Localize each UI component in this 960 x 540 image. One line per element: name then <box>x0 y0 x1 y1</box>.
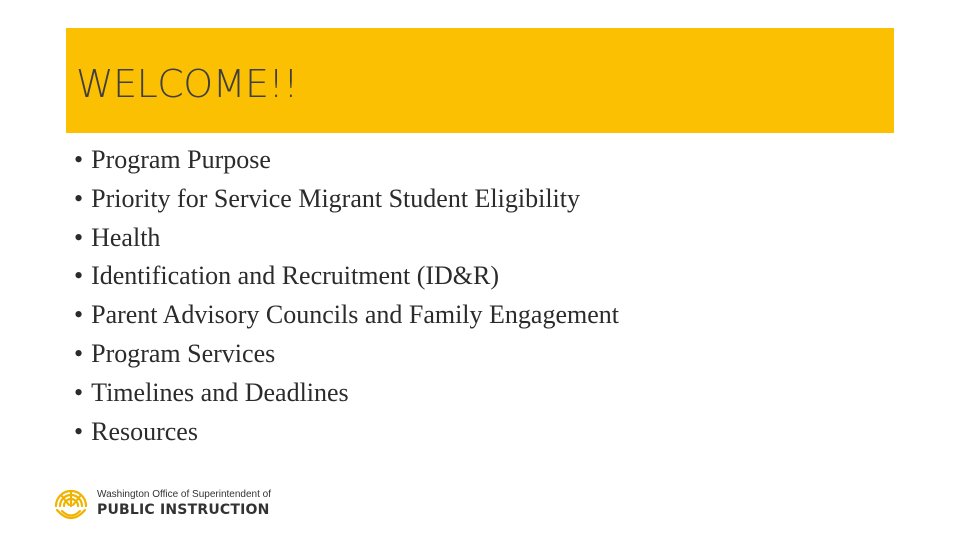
list-item <box>74 374 619 413</box>
list-item <box>74 296 619 335</box>
bullet-glyph: • <box>74 222 84 252</box>
title-band <box>66 28 894 133</box>
bullet-glyph: • <box>74 183 84 213</box>
list-item-text: Program Purpose <box>91 145 271 174</box>
bullet-glyph: • <box>74 416 84 446</box>
list-item-text: Parent Advisory Councils and Family Engagement <box>91 300 619 330</box>
list-item-text: Timelines and Deadlines <box>91 377 349 407</box>
logo-agency-line: Washington Office of Superintendent of <box>97 489 271 500</box>
bullet-glyph: • <box>74 338 84 368</box>
slide-title: WELCOME!! <box>76 62 298 106</box>
bullet-glyph: • <box>74 300 84 330</box>
agenda-list <box>74 141 619 451</box>
bullet-glyph: • <box>74 261 84 291</box>
bullet-glyph: • <box>74 145 84 174</box>
list-item-text: Resources <box>91 416 198 446</box>
list-item-text: Priority for Service Migrant Student Eligibility <box>91 183 580 213</box>
list-item <box>74 141 619 180</box>
list-item-text: Health <box>91 222 161 252</box>
ospi-logo <box>52 484 282 528</box>
ospi-fan-icon <box>52 486 90 524</box>
list-item-text: Identification and Recruitment (ID&R) <box>91 261 500 291</box>
logo-agency-name: PUBLIC INSTRUCTION <box>97 502 270 518</box>
list-item <box>74 180 619 219</box>
bullet-glyph: • <box>74 377 84 407</box>
list-item-text: Program Services <box>91 338 276 368</box>
list-item <box>74 335 619 374</box>
list-item <box>74 219 619 258</box>
list-item <box>74 257 619 296</box>
list-item <box>74 413 619 452</box>
